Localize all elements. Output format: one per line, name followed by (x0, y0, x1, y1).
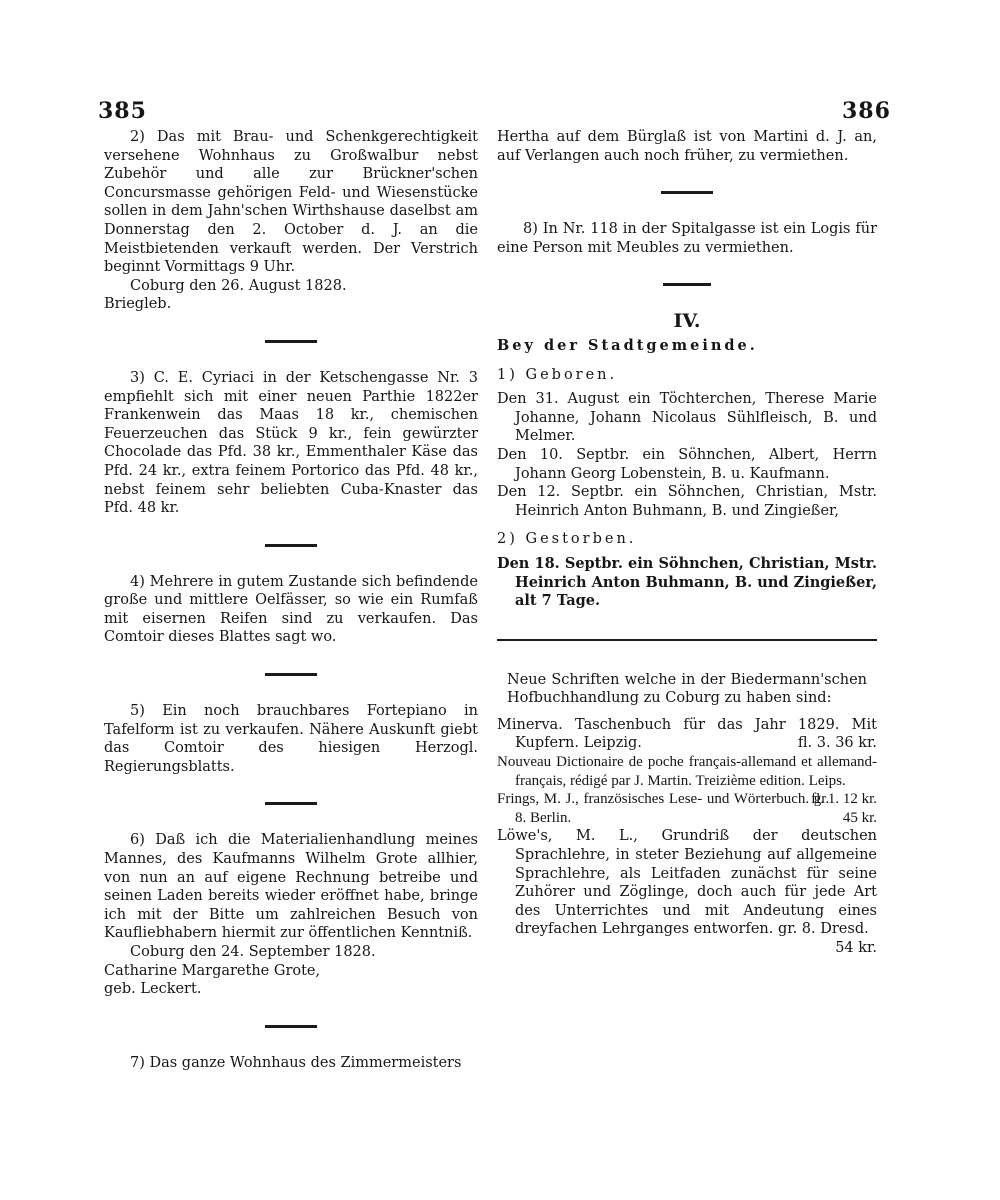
notice-2-date: Coburg den 26. August 1828. (130, 277, 347, 294)
book-listing (497, 827, 877, 956)
died-entry: Den 18. Septbr. ein Söhnchen, Christian, Mstr. Heinrich Anton Buhmann, B. und Zingießer, alt 7 Tage. (497, 554, 877, 610)
page-number-right: 386 (842, 98, 891, 124)
notice-5: 5) Ein noch brauchbares Fortepiano in Tafelform ist zu verkaufen. Nähere Auskunft giebt das Comtoir des hiesigen Herzogl. Regierungsblatts. (104, 703, 478, 775)
left-column (104, 128, 478, 1072)
notice-6-signature-maiden: geb. Leckert. (104, 981, 202, 998)
notice-7: 7) Das ganze Wohnhaus des Zimmermeisters (130, 1054, 462, 1071)
separator-rule (265, 673, 317, 676)
notice-7-continued: Hertha auf dem Bürglaß ist von Martini d. J. an, auf Verlangen auch noch früher, zu vermiethen. (497, 129, 877, 164)
section-numeral: IV. (673, 310, 701, 333)
books-heading: Neue Schriften welche in der Biedermann'schen Hofbuchhandlung zu Coburg zu haben sind: (507, 671, 867, 707)
born-entry: Den 10. Septbr. ein Söhnchen, Albert, Herrn Johann Georg Lobenstein, B. u. Kaufmann. (497, 446, 877, 482)
separator-rule (265, 802, 317, 805)
separator-rule (265, 544, 317, 547)
died-heading: 2) Gestorben. (497, 531, 637, 548)
book-price: fl. 3. 36 kr. (797, 735, 877, 752)
section-title: Bey der Stadtgemeinde. (497, 336, 758, 354)
born-entry: Den 12. Septbr. ein Söhnchen, Christian, Mstr. Heinrich Anton Buhmann, B. und Zingießer, (497, 484, 877, 519)
page-number-left: 385 (98, 98, 147, 124)
book-listing (497, 753, 877, 808)
separator-rule (661, 191, 713, 194)
book-title: Minerva. Taschenbuch für das Jahr 1829. Mit Kupfern. Leipzig. (497, 716, 877, 752)
notice-4: 4) Mehrere in gutem Zustande sich befindende große und mittlere Oelfässer, so wie ein Rumfaß mit eisernen Reifen sind zu verkaufen. Das Comtoir dieses Blattes sagt wo. (104, 573, 478, 646)
book-listing (497, 790, 877, 827)
notice-6-signature: Catharine Margarethe Grote, (104, 962, 321, 979)
book-title: Nouveau Dictionaire de poche français-allemand et allemand-français, rédigé par J. Martin. Treizième edition. Leips. (497, 754, 877, 789)
book-listing (497, 716, 877, 753)
section-divider (497, 639, 877, 641)
notice-3: 3) C. E. Cyriaci in der Ketschengasse Nr. 3 empfiehlt sich mit einer neuen Parthie 1822er Frankenwein das Maas 18 kr., chemischen Feuerzeuchen das Stück 9 kr., fein gewürzter Chocolade das Pfd. 38 kr., Emmenthaler Käse das Pfd. 24 kr., extra feinem Portorico das Pfd. 48 kr., nebst feinem sehr beliebten Cuba-Knaster das Pfd. 48 kr. (104, 369, 478, 517)
book-price: fl. 1. 12 kr. (811, 791, 877, 808)
right-column (497, 128, 877, 958)
book-title: Löwe's, M. L., Grundriß der deutschen Sprachlehre, in steter Beziehung auf allgemeine Sprachlehre, als Leitfaden zunächst für seine Zuhörer und Zöglinge, doch auch für jede Art des Unterrichtes und mit Andeutung eines dreyfachen Lehrganges entworfen. gr. 8. Dresd. (497, 828, 877, 938)
notice-2: 2) Das mit Brau- und Schenkgerechtigkeit versehene Wohnhaus zu Großwalbur nebst Zubehör und alle zur Brückner'schen Concursmasse gehörigen Feld- und Wiesenstücke sollen in dem Jahn'schen Wirthshause daselbst am Donnerstag den 2. October d. J. an die Meistbietenden verkauft werden. Der Verstrich beginnt Vormittags 9 Uhr. (104, 129, 478, 276)
notice-2-signature: Briegleb. (104, 296, 172, 313)
separator-rule (265, 1025, 317, 1028)
notice-6: 6) Daß ich die Materialienhandlung meines Mannes, des Kaufmanns Wilhelm Grote allhier, von nun an auf eigene Rechnung betreibe und seinen Laden bereits wieder eröffnet habe, bringe ich mit der Bitte um zahlreichen Besuch von Kaufliebhabern hiermit zur öffentlichen Kenntniß. (104, 832, 478, 942)
book-price: 45 kr. (842, 809, 877, 826)
notice-8: 8) In Nr. 118 in der Spitalgasse ist ein Logis für eine Person mit Meubles zu vermiethen. (497, 221, 877, 256)
separator-rule (265, 340, 317, 343)
notice-6-date: Coburg den 24. September 1828. (130, 944, 376, 960)
separator-rule (663, 283, 711, 286)
born-heading: 1) Geboren. (497, 366, 618, 383)
book-title: Frings, M. J., französisches Lese- und Wörterbuch. gr. 8. Berlin. (497, 791, 830, 826)
born-entry: Den 31. August ein Töchterchen, Therese Marie Johanne, Johann Nicolaus Sühlfleisch, B. und Melmer. (497, 391, 877, 445)
book-price: 54 kr. (835, 940, 877, 956)
